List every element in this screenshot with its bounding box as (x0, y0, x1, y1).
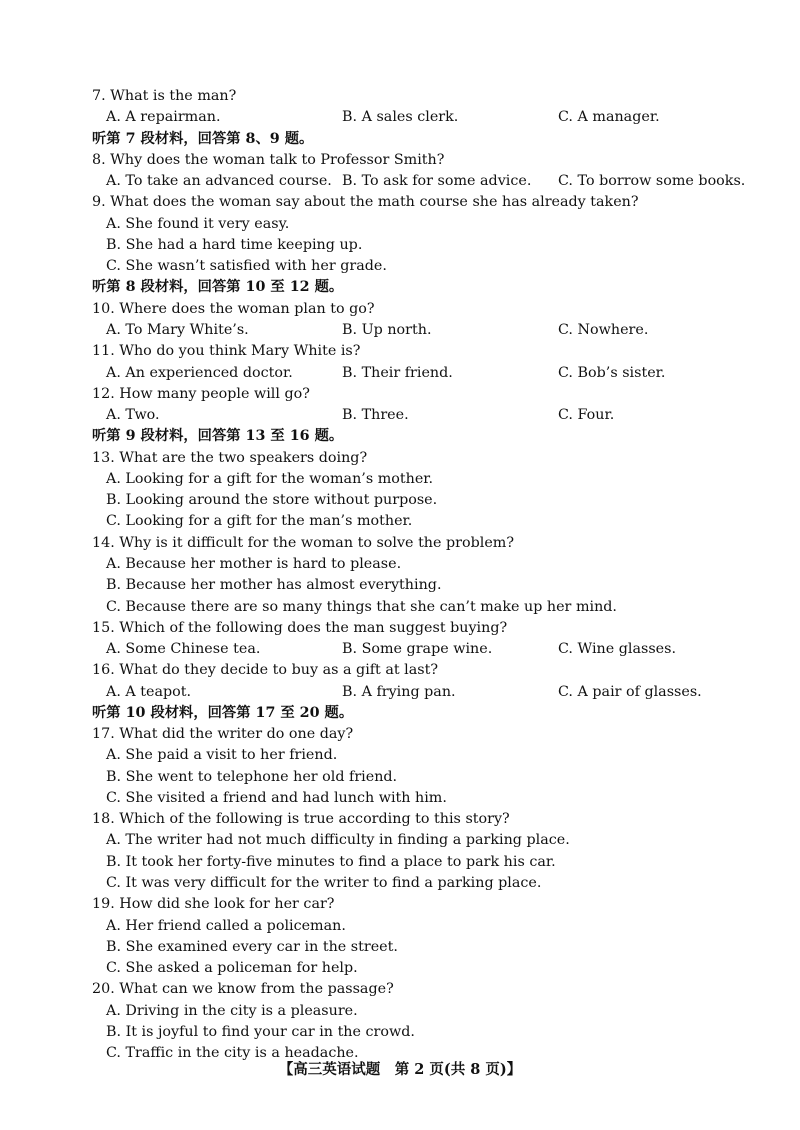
answer-option: B. Some grape wine. (342, 641, 493, 657)
question-text: 10. Where does the woman plan to go? (92, 300, 375, 317)
answer-option: C. Traffic in the city is a headache. (106, 1045, 359, 1062)
question-text: 11. Who do you think Mary White is? (92, 343, 361, 360)
question-text: 14. Why is it difficult for the woman to solve the problem? (92, 534, 515, 551)
question-text: 7. What is the man? (92, 88, 237, 104)
answer-option: C. Bob’s sister. (558, 364, 666, 381)
answer-option: A. An experienced doctor. (106, 364, 293, 381)
answer-option: B. Looking around the store without purpose. (106, 492, 438, 509)
question-text: 15. Which of the following does the man suggest buying? (92, 619, 508, 636)
option-row (106, 682, 796, 703)
answer-option: B. Their friend. (342, 364, 453, 381)
question-text: 13. What are the two speakers doing? (92, 449, 368, 466)
option-row (106, 363, 796, 384)
answer-option: B. Three. (342, 407, 409, 424)
option-row (106, 171, 796, 192)
question-text: 20. What can we know from the passage? (92, 981, 394, 998)
question-text: 18. Which of the following is true according to this story? (92, 811, 510, 828)
section-instruction: 听第 7 段材料，回答第 8、9 题。 (92, 130, 314, 147)
answer-option: C. She wasn’t satisfied with her grade. (106, 258, 387, 275)
answer-option: C. Wine glasses. (558, 641, 677, 657)
answer-option: A. Looking for a gift for the woman’s mother. (106, 470, 434, 487)
answer-option: A. Some Chinese tea. (106, 641, 261, 657)
answer-option: A. Two. (106, 407, 160, 424)
answer-option: C. A manager. (558, 109, 660, 126)
option-row (106, 107, 796, 128)
answer-option: A. To Mary White’s. (106, 322, 249, 338)
answer-option: B. A frying pan. (342, 683, 456, 700)
answer-option: A. A teapot. (106, 683, 192, 700)
answer-option: C. It was very difficult for the writer to find a parking place. (106, 875, 542, 891)
answer-option: B. A sales clerk. (342, 109, 459, 126)
answer-option: A. Driving in the city is a pleasure. (106, 1002, 358, 1019)
answer-option: C. To borrow some books. (558, 173, 746, 190)
answer-option: C. Four. (558, 407, 615, 424)
question-text: 9. What does the woman say about the math course she has already taken? (92, 194, 639, 211)
page-footer: 【高三英语试题 第 2 页(共 8 页)】 (278, 1061, 522, 1078)
answer-option: A. Her friend called a policeman. (106, 917, 346, 934)
answer-option: C. Nowhere. (558, 322, 649, 338)
option-row (106, 320, 796, 341)
question-text: 12. How many people will go? (92, 385, 310, 402)
answer-option: A. She found it very easy. (106, 215, 290, 232)
answer-option: B. It took her forty-five minutes to find a place to park his car. (106, 853, 556, 870)
answer-option: B. To ask for some advice. (342, 173, 532, 190)
question-text: 8. Why does the woman talk to Professor Smith? (92, 151, 445, 168)
answer-option: A. The writer had not much difficulty in finding a parking place. (106, 832, 570, 849)
answer-option: A. To take an advanced course. (106, 173, 332, 190)
answer-option: B. Because her mother has almost everything. (106, 577, 442, 594)
answer-option: B. She went to telephone her old friend. (106, 768, 398, 785)
answer-option: B. She had a hard time keeping up. (106, 236, 363, 253)
question-text: 16. What do they decide to buy as a gift at last? (92, 662, 439, 679)
answer-option: A. Because her mother is hard to please. (106, 555, 402, 572)
section-instruction: 听第 8 段材料，回答第 10 至 12 题。 (92, 279, 344, 296)
answer-option: B. She examined every car in the street. (106, 938, 398, 955)
section-instruction: 听第 10 段材料，回答第 17 至 20 题。 (92, 704, 354, 721)
answer-option: B. Up north. (342, 322, 432, 338)
question-text: 17. What did the writer do one day? (92, 726, 354, 743)
section-instruction: 听第 9 段材料，回答第 13 至 16 题。 (92, 428, 344, 445)
answer-option: C. Because there are so many things that she can’t make up her mind. (106, 598, 617, 615)
question-text: 19. How did she look for her car? (92, 896, 335, 913)
answer-option: C. A pair of glasses. (558, 683, 702, 700)
option-row (106, 405, 796, 426)
answer-option: C. Looking for a gift for the man’s mother. (106, 513, 413, 530)
answer-option: C. She asked a policeman for help. (106, 960, 358, 977)
answer-option: C. She visited a friend and had lunch with him. (106, 789, 447, 806)
option-row (106, 639, 796, 660)
answer-option: B. It is joyful to find your car in the crowd. (106, 1023, 415, 1040)
answer-option: A. She paid a visit to her friend. (106, 747, 338, 764)
answer-option: A. A repairman. (106, 109, 221, 126)
